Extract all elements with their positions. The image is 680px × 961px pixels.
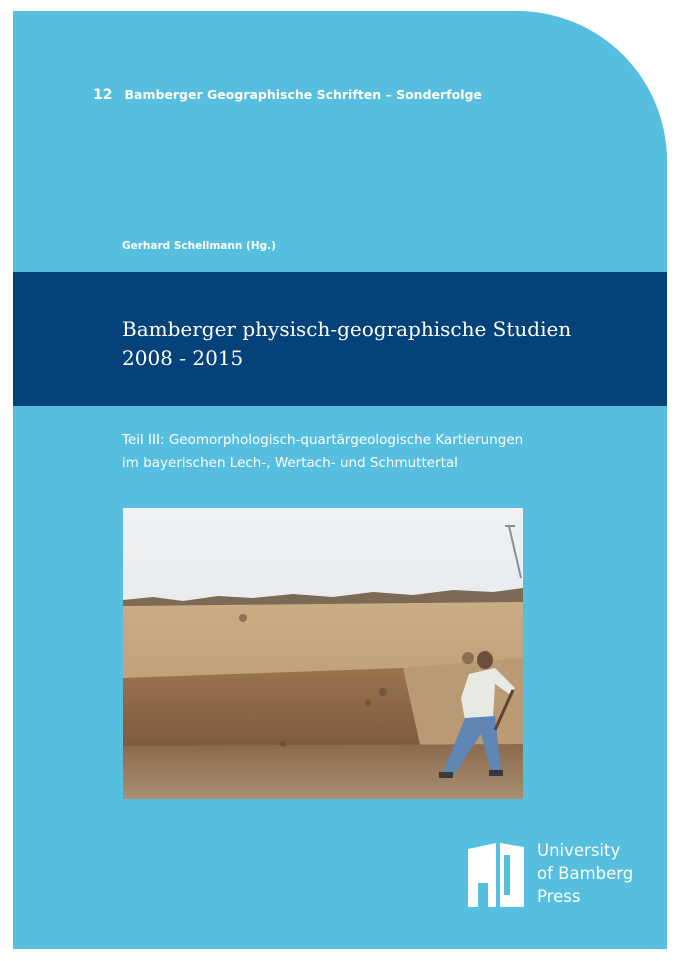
- gravel-pit-photo: [123, 508, 523, 799]
- series-name: Bamberger Geographische Schriften – Sonderfolge: [124, 87, 482, 102]
- editor-name: Gerhard Schellmann (Hg.): [122, 240, 276, 252]
- book-subtitle: [122, 429, 523, 475]
- book-title-line-1: Bamberger physisch-geographische Studien: [122, 317, 572, 341]
- publisher-name: [537, 839, 633, 908]
- publisher-block: [468, 839, 658, 919]
- book-cover: [13, 11, 667, 949]
- publisher-line-3: Press: [537, 887, 581, 906]
- book-subtitle-line-2: im bayerischen Lech-, Wertach- und Schmuttertal: [122, 455, 458, 471]
- publisher-line-1: University: [537, 841, 621, 860]
- book-title-line-2: 2008 - 2015: [122, 346, 244, 370]
- publisher-line-2: of Bamberg: [537, 864, 634, 883]
- cover-photo: [123, 508, 523, 799]
- book-subtitle-line-1: Teil III: Geomorphologisch-quartärgeologische Kartierungen: [122, 432, 524, 448]
- book-title: [122, 315, 571, 373]
- university-of-bamberg-press-logo-icon: [468, 843, 524, 907]
- series-number: 12: [93, 87, 113, 103]
- series-line: [93, 87, 482, 103]
